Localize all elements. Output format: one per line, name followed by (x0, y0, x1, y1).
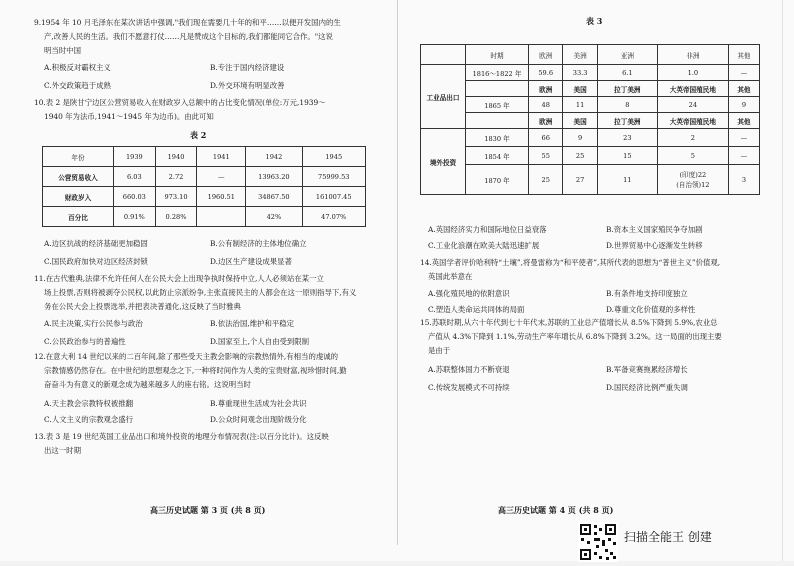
table3-cell: 大英帝国殖民地 (657, 81, 728, 97)
table2-cell: 161007.45 (302, 187, 366, 207)
table-2 (42, 146, 366, 227)
table3-cell: 9 (728, 97, 759, 113)
table3-cell: 美国 (563, 81, 597, 97)
table3-cell: — (728, 147, 759, 165)
table3-header: 亚洲 (597, 45, 657, 65)
table2-cell: 660.03 (114, 187, 156, 207)
table2-cell: 42% (246, 207, 302, 227)
scan-edge-line (782, 0, 783, 561)
q10-option-c[interactable]: C.国民政府加快对边区经济封锁 (44, 257, 148, 266)
q15-option-b[interactable]: B.军备竞赛拖累经济增长 (606, 365, 688, 374)
q11-option-c[interactable]: C.公民政治参与的普遍性 (44, 337, 126, 346)
q12-stem-line2: 宗教情感仍然存在。在中世纪的思想观念之下,一种将时间作为人类的宝贵财富,视珍惜时间,勤 (44, 366, 347, 375)
table2-header: 1945 (302, 147, 366, 167)
right-page (398, 0, 794, 561)
table3-group-label: 境外投资 (421, 129, 466, 195)
q13-stem-line1: 13.表 3 是 19 世纪英国工业品出口和境外投资的地理分布情况表(注:以百分比计)。这反映 (34, 432, 329, 441)
table3-cell: 8 (597, 97, 657, 113)
table3-cell: 11 (597, 165, 657, 195)
left-page (0, 0, 398, 561)
table3-cell: 55 (529, 147, 563, 165)
table3-cell: 66 (529, 129, 563, 147)
q12-option-d[interactable]: D.公众时间观念出现阶级分化 (210, 415, 307, 424)
table3-cell: 33.3 (563, 65, 597, 81)
q11-stem-line2: 场上投票,否则将被剥夺公民权,以此防止宗派纷争,主张直接民主的人都会在这一原则指导下,有义 (44, 288, 357, 297)
table3-cell: 欧洲 (529, 81, 563, 97)
q9-option-d[interactable]: D.外交环境有明显改善 (210, 81, 285, 90)
table3-cell: — (728, 129, 759, 147)
page-footer-right: 高三历史试题 第 4 页 (共 8 页) (498, 505, 614, 515)
table3-header: 其他 (728, 45, 759, 65)
table3-cell: 11 (563, 97, 597, 113)
q14-stem-line2: 英国此举意在 (428, 272, 473, 281)
scanner-brand-label: 扫描全能王 创建 (624, 530, 712, 544)
q15-option-c[interactable]: C.传统发展模式不可持续 (428, 383, 510, 392)
q9-option-b[interactable]: B.专注于国内经济建设 (210, 63, 285, 72)
table2-header: 1939 (114, 147, 156, 167)
table2-cell (197, 207, 246, 227)
q9-stem-line1: 9.1954 年 10 月毛泽东在某次讲话中强调,"我们现在需要几十年的和平……以便开发国内的生 (34, 18, 341, 27)
q14-option-d[interactable]: D.尊重文化价值观的多样性 (606, 305, 696, 314)
table3-header: 时期 (466, 45, 529, 65)
table2-header: 1941 (197, 147, 246, 167)
table2-cell: 34867.50 (246, 187, 302, 207)
q10-stem-line1: 10.表 2 是陕甘宁边区公营贸易收入在财政岁入总额中的占比变化情况(单位:万元,1939～ (34, 98, 326, 107)
table3-cell: 其他 (728, 113, 759, 129)
table3-cell: 9 (563, 129, 597, 147)
table3-cell: 23 (597, 129, 657, 147)
table3-cell: 48 (529, 97, 563, 113)
q9-option-a[interactable]: A.积极反对霸权主义 (44, 63, 111, 72)
q14-option-a[interactable]: A.强化殖民地的依附意识 (428, 289, 510, 298)
q12-option-a[interactable]: A.天主教会宗教特权被推翻 (44, 399, 133, 408)
q10-option-a[interactable]: A.边区抗战的经济基础更加稳固 (44, 239, 148, 248)
q13-option-c[interactable]: C.工业化浪潮在欧美大陆迅速扩展 (428, 241, 540, 250)
q11-option-b[interactable]: B.依法治国,维护和平稳定 (210, 319, 295, 328)
table3-cell: 1854 年 (466, 147, 529, 165)
q12-stem-line1: 12.在意大利 14 世纪以来的二百年间,除了那些受天主教会影响的宗教热情外,有相当的虔诚的 (34, 352, 339, 361)
table2-cell: 财政岁入 (43, 187, 114, 207)
table3-cell: 25 (529, 165, 563, 195)
q10-option-d[interactable]: D.边区生产建设成果显著 (210, 257, 292, 266)
q15-option-a[interactable]: A.苏联整体国力不断衰退 (428, 365, 510, 374)
q14-stem-line1: 14.英国学者评价哈利特“土壤”,将曼雷称为“和平使者”,其所代表的思想为“普世主义”价值观, (420, 258, 721, 267)
q14-option-c[interactable]: C.塑造人类命运共同体的局面 (428, 305, 525, 314)
q11-option-a[interactable]: A.民主决策,实行公民参与政治 (44, 319, 143, 328)
table3-cell: 大英帝国殖民地 (657, 113, 728, 129)
table3-cell: 1865 年 (466, 97, 529, 113)
table3-header: 美洲 (563, 45, 597, 65)
page-footer-left: 高三历史试题 第 3 页 (共 8 页) (150, 505, 266, 515)
table2-caption: 表 2 (190, 130, 207, 140)
q14-option-b[interactable]: B.有条件地支持印度独立 (606, 289, 688, 298)
q9-option-c[interactable]: C.外交政策趋于成熟 (44, 81, 111, 90)
table2-header: 年份 (43, 147, 114, 167)
q11-stem-line1: 11.在古代雅典,法律不允许任何人在公民大会上出现争执时保持中立,人人必须站在某一立 (34, 274, 324, 283)
table2-cell: 75999.53 (302, 167, 366, 187)
table3-cell: — (728, 65, 759, 81)
table3-corner (421, 45, 466, 65)
q13-option-a[interactable]: A.英国经济实力和国际地位日益衰落 (428, 225, 547, 234)
q13-option-d[interactable]: D.世界贸易中心逐渐发生转移 (606, 241, 703, 250)
q15-stem-line2: 产值从 4.3%下降到 1.1%,劳动生产率年增长从 6.8%下降到 3.2%。这一局面的出现主要 (428, 332, 722, 341)
table2-cell: 973.10 (155, 187, 197, 207)
table2-cell: 13963.20 (246, 167, 302, 187)
table3-cell: (印度)22 (自治领)12 (657, 165, 728, 195)
table3-cell: 其他 (728, 81, 759, 97)
table3-cell: 2 (657, 129, 728, 147)
table3-cell: 1870 年 (466, 165, 529, 195)
q13-option-b[interactable]: B.资本主义国家殖民争夺加剧 (606, 225, 703, 234)
table3-cell (466, 81, 529, 97)
table3-header: 欧洲 (529, 45, 563, 65)
table3-cell: 59.6 (529, 65, 563, 81)
table2-cell: 1960.51 (197, 187, 246, 207)
q11-option-d[interactable]: D.国家至上,个人自由受到限制 (210, 337, 310, 346)
q9-stem-line2: 产,改善人民的生活。我们不愿意打仗……凡是赞成这个目标的,我们都能同它合作。"这说 (44, 32, 333, 41)
table2-cell: 百分比 (43, 207, 114, 227)
table-3 (420, 44, 760, 195)
q12-stem-line3: 奋奋斗为有意义的新观念成为越来越多人的座右铭。这说明当时 (44, 380, 251, 389)
table3-cell: 25 (563, 147, 597, 165)
table2-cell: — (197, 167, 246, 187)
table3-cell: 拉丁美洲 (597, 113, 657, 129)
table3-cell: 欧洲 (529, 113, 563, 129)
qr-code-icon (578, 522, 618, 562)
q10-option-b[interactable]: B.公有制经济的主体地位确立 (210, 239, 307, 248)
table2-cell: 公营贸易收入 (43, 167, 114, 187)
q10-stem-line2: 1940 年为法币,1941～1945 年为边币)。由此可知 (44, 112, 214, 121)
q9-stem-line3: 明当时中国 (44, 46, 81, 55)
table2-cell: 0.91% (114, 207, 156, 227)
q11-stem-line3: 务在公民大会上投票选举,并把表决普通化,这反映了当时雅典 (44, 302, 241, 311)
table3-cell: 5 (657, 147, 728, 165)
table3-caption: 表 3 (586, 16, 603, 26)
table3-cell: 1816～1822 年 (466, 65, 529, 81)
table3-cell: 15 (597, 147, 657, 165)
table2-cell: 6.03 (114, 167, 156, 187)
table3-group-label: 工业品出口 (421, 65, 466, 129)
table3-cell: 1830 年 (466, 129, 529, 147)
table2-cell: 47.07% (302, 207, 366, 227)
table3-cell (466, 113, 529, 129)
table3-header: 非洲 (657, 45, 728, 65)
q15-stem-line1: 15.苏联时期,从六十年代到七十年代末,苏联的工业总产值增长从 8.5%下降到 5.9%,农业总 (420, 318, 718, 327)
table3-cell: 1.0 (657, 65, 728, 81)
table2-header: 1940 (155, 147, 197, 167)
q12-option-b[interactable]: B.尊重现世生活成为社会共识 (210, 399, 307, 408)
q12-option-c[interactable]: C.人文主义的宗教观念盛行 (44, 415, 134, 424)
q15-stem-line3: 是由于 (428, 346, 451, 355)
table3-cell: 27 (563, 165, 597, 195)
table2-header: 1942 (246, 147, 302, 167)
q15-option-d[interactable]: D.国民经济比例严重失调 (606, 383, 688, 392)
table3-cell: 美国 (563, 113, 597, 129)
table2-cell: 0.28% (155, 207, 197, 227)
table3-cell: 3 (728, 165, 759, 195)
table3-cell: 拉丁美洲 (597, 81, 657, 97)
table3-cell: 24 (657, 97, 728, 113)
table3-cell: 6.1 (597, 65, 657, 81)
q13-stem-line2: 出这一时期 (44, 446, 81, 455)
table2-cell: 2.72 (155, 167, 197, 187)
